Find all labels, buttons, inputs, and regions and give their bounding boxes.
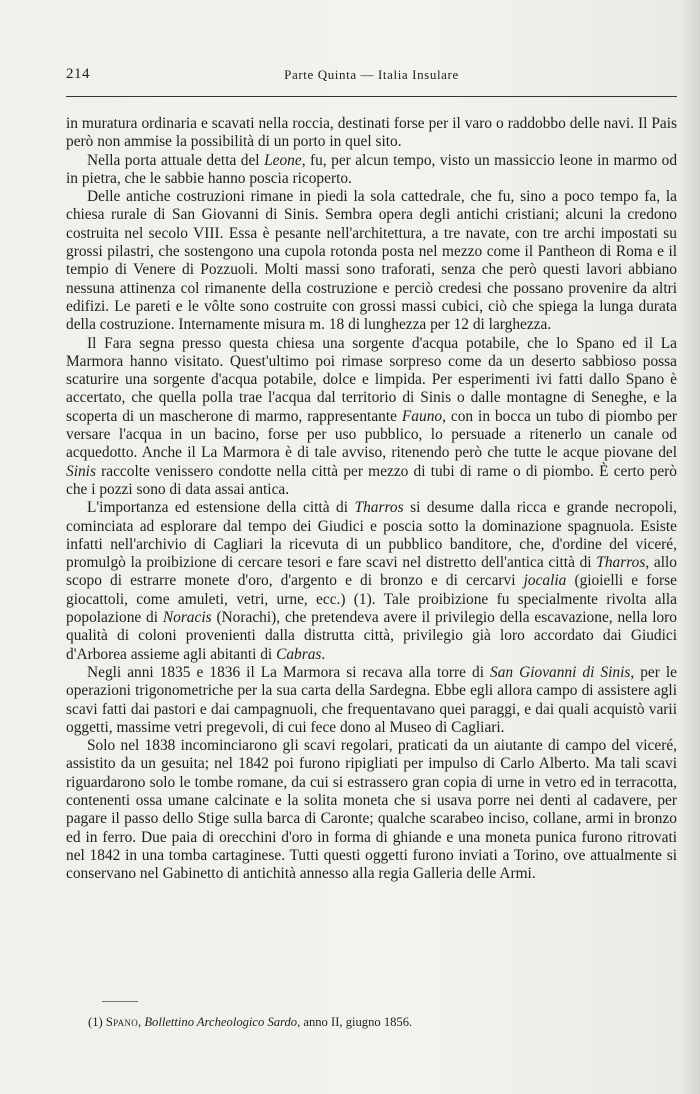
page-header bbox=[66, 66, 677, 88]
text-run: , allo scopo di estrarre monete d'oro, d'argento e di bronzo e di cercarvi bbox=[66, 554, 677, 590]
footnote-details: , anno II, giugno 1856. bbox=[297, 1015, 413, 1029]
paragraph bbox=[66, 188, 677, 334]
page-number: 214 bbox=[66, 66, 90, 82]
text-run: (Norachi), che pretendeva avere il privilegio della escavazione, nella loro qualità di coloni provenienti dalla distrutta città, privilegio già loro accordato dai Giudici d'Arborea assieme agli abitanti di bbox=[66, 609, 677, 663]
italic-text: Tharros bbox=[354, 499, 404, 517]
footnote-rule bbox=[102, 1001, 138, 1002]
italic-text: Noracis bbox=[162, 609, 212, 627]
paragraph bbox=[66, 664, 677, 737]
paragraph bbox=[66, 335, 677, 500]
text-run: Nella porta attuale detta del bbox=[87, 151, 265, 169]
footnote: (1) Spano, Bollettino Archeologico Sardo, anno II, giugno 1856. bbox=[88, 1015, 413, 1029]
text-run: in muratura ordinaria e scavati nella roccia, destinati forse per il varo o raddobbo delle navi. Il Pais però non ammise la possibilità di un porto in quel sito. bbox=[66, 115, 677, 151]
paragraph bbox=[66, 115, 677, 152]
text-run: si desume dalla ricca e grande necropoli, cominciata ad esplorare dal tempo dei Giudici e poscia sotto la dominazione spagnuola. Esiste infatti nell'archivio di Cagliari la ricevuta di un pubblico banditore, che, d'ordine del viceré, promulgò la proibizione di cercare tesori e fare scavi nel distretto dell'antica città di bbox=[66, 499, 677, 572]
italic-text: Fauno bbox=[401, 407, 443, 425]
footnote-author: Spano bbox=[105, 1015, 139, 1029]
body-text bbox=[66, 115, 677, 883]
footnote-marker: (1) bbox=[88, 1015, 103, 1029]
text-run: Negli anni 1835 e 1836 il La Marmora si recava alla torre di bbox=[87, 663, 491, 681]
italic-text: Leone bbox=[264, 151, 302, 169]
italic-text: San Giovanni di Sinis bbox=[490, 663, 631, 681]
text-run: (gioielli e forse giocattoli, come amuleti, vetri, urne, ecc.) (1). Tale proibizione fu specialmente rivolta alla popolazione di bbox=[66, 572, 677, 627]
text-run: Solo nel 1838 incominciarono gli scavi regolari, praticati da un aiutante di campo del viceré, assistito da un gesuita; nel 1842 poi furono ripigliati per impulso di Carlo Alberto. Ma tali scavi riguardarono solo le tombe romane, da cui si estrassero gran copia di urne in vetro ed in terracotta, contenenti ossa umane calcinate e la solita moneta che si usava porre nei denti al cadavere, per pagare il passo dello Stige sulla barca di Caronte; qualche scarabeo inciso, collane, armi in bronzo ed in ferro. Due paia di orecchini d'oro in forma di ghiande e una moneta punica furono ritrovati nel 1842 in una tomba cartaginese. Tutti questi oggetti furono inviati a Torino, ove attualmente si conservano nel Gabinetto di antichità annesso alla regia Galleria delle Armi. bbox=[66, 737, 677, 883]
italic-text: Tharros bbox=[596, 554, 646, 572]
footnote-title: Bollettino Archeologico Sardo bbox=[144, 1015, 298, 1029]
running-title: Parte Quinta — Italia Insulare bbox=[284, 67, 459, 82]
paragraph bbox=[66, 499, 677, 664]
paragraph bbox=[66, 152, 677, 189]
text-run: . bbox=[321, 645, 326, 663]
text-run: , con in bocca un tubo di piombo per versare l'acqua in un bacino, forse per uso pubblico, lo persuade a ritenerlo un canale od acquedotto. Anche il La Marmora è di tale avviso, ritenendo però che tutte le acque piovane del bbox=[66, 407, 677, 462]
header-rule bbox=[66, 96, 677, 97]
italic-text: jocalia bbox=[523, 572, 567, 590]
text-run: raccolte venissero condotte nella città per mezzo di tubi di rame o di piombo. È certo però che i pozzi sono di data assai antica. bbox=[66, 462, 677, 498]
text-run: L'importanza ed estensione della città di bbox=[87, 499, 355, 517]
text-run: Il Fara segna presso questa chiesa una sorgente d'acqua potabile, che lo Spano ed il La Marmora hanno visitato. Quest'ultimo poi rimase sorpreso come da un deserto sabbioso possa scaturire una sorgente d'acqua potabile, dolce e limpida. Per esperimenti ivi fatti dallo Spano è accertato, che quella polla trae l'acqua dal territorio di Sinis o dalle montagne di Seneghe, e la scoperta di un mascherone di marmo, rappresentante bbox=[66, 334, 677, 425]
text-run: Delle antiche costruzioni rimane in piedi la sola cattedrale, che fu, sino a poco tempo fa, la chiesa rurale di San Giovanni di Sinis. Sembra opera degli antichi cristiani; alcuni la credono costruita nel secolo VIII. Essa è pesante nell'architettura, a tre navate, con tre archi impostati su grossi pilastri, che sostengono una cupola rotonda posta nel mezzo come il Pantheon di Roma e il tempio di Venere di Pozzuoli. Molti massi sono traforati, senza che però questi lavori abbiano nessuna attinenza col rimanente della costruzione e perciò credesi che possano provenire da altri edifizi. Le pareti e le vôlte sono costruite con grossi massi cubici, ciò che spiega la lunga durata della costruzione. Internamente misura m. 18 di lunghezza per 12 di larghezza. bbox=[66, 188, 677, 334]
text-run: , per le operazioni trigonometriche per la sua carta della Sardegna. Ebbe egli allora campo di assistere agli scavi fatti dai pastori e dai campagnuoli, che frequentavano quei paraggi, e dai quali acquistò varii oggetti, massime vetri pregevoli, di cui fece dono al Museo di Cagliari. bbox=[66, 663, 677, 736]
italic-text: Sinis bbox=[66, 462, 96, 480]
italic-text: Cabras bbox=[276, 645, 322, 663]
paragraph bbox=[66, 737, 677, 883]
text-run: , fu, per alcun tempo, visto un massiccio leone in marmo od in pietra, che le sabbie hanno poscia ricoperto. bbox=[66, 151, 678, 187]
